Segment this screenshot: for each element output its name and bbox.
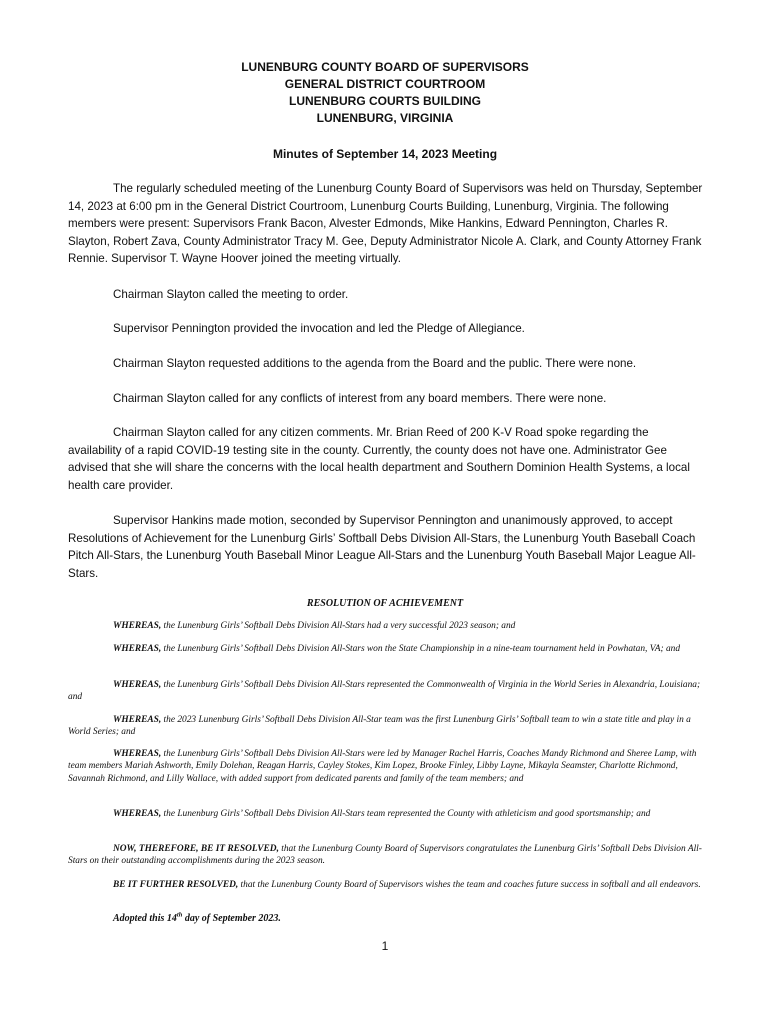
header-line-courtroom: GENERAL DISTRICT COURTROOM <box>284 77 486 91</box>
page-number: 1 <box>381 939 389 953</box>
paragraph-attendance: The regularly scheduled meeting of the Lunenburg County Board of Supervisors was held on Thursday, September 14, 2023 at 6:00 pm in the General District Courtroom, Lunenburg Courts Building, Lunenburg, Virginia. The following members were present: Supervisors Frank Bacon, Alvester Edmonds, Mike Hankins, Edward Pennington, Charles R. Slayton, Robert Zava, County Administrator Tracy M. Gee, Deputy Administrator Nicole A. Clark, and County Attorney Frank Rennie. Supervisor T. Wayne Hoover joined the meeting virtually. <box>68 182 703 266</box>
paragraph-invocation: Supervisor Pennington provided the invocation and led the Pledge of Allegiance. <box>113 322 525 335</box>
clause-text: the Lunenburg Girls’ Softball Debs Division All-Stars team represented the County with athleticism and good sportsmanship; and <box>161 809 651 819</box>
resolution-clause <box>68 714 708 739</box>
resolution-clause <box>68 879 708 891</box>
paragraph-conflicts: Chairman Slayton called for any conflicts of interest from any board members. There were none. <box>113 392 607 405</box>
header-line-board: LUNENBURG COUNTY BOARD OF SUPERVISORS <box>241 60 529 74</box>
adopted-line <box>113 912 281 925</box>
clause-text: the Lunenburg Girls’ Softball Debs Division All-Stars won the State Championship in a nine-team tournament held in Powhatan, VA; and <box>161 644 681 654</box>
resolution-clause <box>68 748 708 785</box>
document-header <box>0 59 770 127</box>
adopted-suffix: day of September 2023. <box>182 913 281 924</box>
clause-text: the Lunenburg Girls’ Softball Debs Division All-Stars were led by Manager Rachel Harris, Coaches Mandy Richmond and Sheree Lamp, with team members Mariah Ashworth, Emily Dolehan, Reagan Harris, Cayley Stokes, Kim Lopez, Brooke Finley, Libby Layne, Mikayla Seamster, Charlotte Richmond, Savannah Richmond, and Lilly Wallace, with added support from dedicated parents and family of the team members; and <box>68 749 697 784</box>
paragraph-citizen-comments: Chairman Slayton called for any citizen comments. Mr. Brian Reed of 200 K-V Road spoke regarding the availability of a rapid COVID-19 testing site in the county. Currently, the county does not have one. Administrator Gee advised that she will share the concerns with the local health department and Southern Dominion Health Systems, a local health care provider. <box>68 426 690 492</box>
clause-lead: WHEREAS, <box>113 644 162 654</box>
paragraph-call-to-order: Chairman Slayton called the meeting to order. <box>113 288 349 301</box>
clause-lead: WHEREAS, <box>113 680 162 690</box>
resolution-clause <box>68 808 708 820</box>
resolution-title: RESOLUTION OF ACHIEVEMENT <box>306 598 464 609</box>
clause-text: the Lunenburg Girls’ Softball Debs Division All-Stars represented the Commonwealth of Virginia in the World Series in Alexandria, Louisiana; and <box>68 680 701 703</box>
clause-text: the Lunenburg Girls’ Softball Debs Division All-Stars had a very successful 2023 season; and <box>161 621 516 631</box>
clause-lead: WHEREAS, <box>113 809 162 819</box>
resolution-clause <box>68 643 708 655</box>
resolution-clause <box>68 843 708 868</box>
clause-lead: WHEREAS, <box>113 715 162 725</box>
adopted-prefix: Adopted this 14 <box>113 913 177 924</box>
header-line-location: LUNENBURG, VIRGINIA <box>316 111 454 125</box>
paragraph-motion: Supervisor Hankins made motion, seconded by Supervisor Pennington and unanimously approved, to accept Resolutions of Achievement for the Lunenburg Girls’ Softball Debs Division All-Stars, the Lunenburg Youth Baseball Coach Pitch All-Stars, the Lunenburg Youth Baseball Minor League All-Stars and the Lunenburg Youth Baseball Major League All-Stars. <box>68 514 696 580</box>
clause-text: that the Lunenburg County Board of Supervisors wishes the team and coaches future success in softball and all endeavors. <box>238 880 701 890</box>
clause-lead: BE IT FURTHER RESOLVED, <box>113 880 239 890</box>
paragraph-agenda-additions: Chairman Slayton requested additions to the agenda from the Board and the public. There were none. <box>113 357 637 370</box>
clause-lead: WHEREAS, <box>113 749 162 759</box>
minutes-title: Minutes of September 14, 2023 Meeting <box>272 147 498 161</box>
clause-lead: NOW, THEREFORE, BE IT RESOLVED, <box>113 844 279 854</box>
clause-lead: WHEREAS, <box>113 621 162 631</box>
clause-text: that the Lunenburg County Board of Supervisors congratulates the Lunenburg Girls’ Softball Debs Division All-Stars on their outstanding accomplishments during the 2023 season. <box>68 844 702 867</box>
adopted-ordinal: th <box>176 911 183 919</box>
resolution-clause <box>68 679 708 704</box>
header-line-building: LUNENBURG COURTS BUILDING <box>289 94 481 108</box>
resolution-clause <box>68 620 708 632</box>
clause-text: the 2023 Lunenburg Girls’ Softball Debs Division All-Star team was the first Lunenburg Girls’ Softball team to win a state title and play in a World Series; and <box>68 715 691 738</box>
